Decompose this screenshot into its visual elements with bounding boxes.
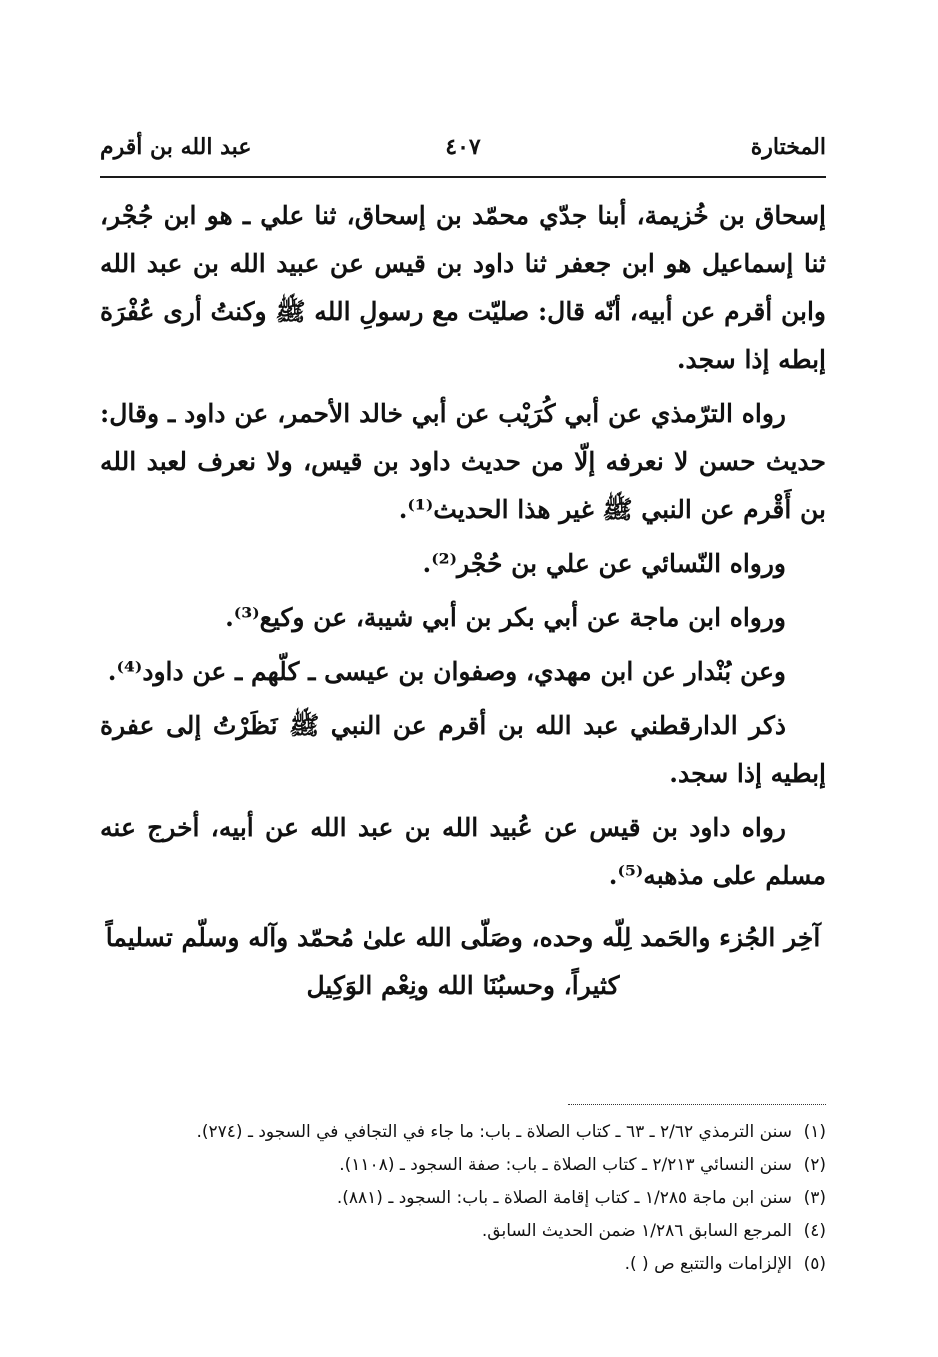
footnote-number: (٣) bbox=[803, 1188, 826, 1208]
footnote-item bbox=[100, 1182, 826, 1215]
paragraph-isnad: إسحاق بن خُزيمة، أبنا جدّي محمّد بن إسحاق، ثنا علي ـ هو ابن جُجْر، ثنا إسماعيل هو ابن جعفر ثنا داود بن قيس عن عبيد الله بن عبد الله وابن أقرم عن أبيه، أنّه قال: صليّت مع رسولِ الله ﷺ وكنتُ أرى عُفْرَة إبطه إذا سجد. bbox=[100, 201, 826, 374]
paragraph-dawud: رواه داود بن قيس عن عُبيد الله بن عبد الله عن أبيه، أخرج عنه مسلم على مذهبه⁽⁵⁾. bbox=[100, 813, 826, 890]
footnote-text: المرجع السابق ١/٢٨٦ ضمن الحديث السابق. bbox=[481, 1221, 792, 1241]
footnote-item bbox=[100, 1149, 826, 1182]
paragraph-ibn-majah: ورواه ابن ماجة عن أبي بكر بن أبي شيبة، عن وكيع⁽³⁾. bbox=[225, 603, 786, 632]
paragraph-tirmidhi: رواه الترّمذي عن أبي كُرَيْب عن أبي خالد الأحمر، عن داود ـ وقال: حديث حسن لا نعرفه إلّا من حديث داود بن قيس، ولا نعرف لعبد الله بن أَقْرم عن النبي ﷺ غير هذا الحديث⁽¹⁾. bbox=[100, 399, 826, 524]
footnote-number: (٤) bbox=[803, 1221, 826, 1241]
footnotes bbox=[100, 1116, 826, 1281]
footnote-divider bbox=[568, 1104, 826, 1105]
footnote-text: سنن ابن ماجة ١/٢٨٥ ـ كتاب إقامة الصلاة ـ باب: السجود ـ (٨٨١). bbox=[336, 1188, 792, 1208]
paragraph-bundar: وعن بُنْدار عن ابن مهدي، وصفوان بن عيسى ـ كلّهم ـ عن داود⁽⁴⁾. bbox=[107, 657, 786, 686]
footnote-number: (١) bbox=[803, 1122, 826, 1142]
section-title: عبد الله بن أقرم bbox=[100, 134, 252, 160]
main-text bbox=[100, 192, 826, 1016]
paragraph-nasai: ورواه النّسائي عن علي بن حُجْر⁽²⁾. bbox=[422, 549, 786, 578]
footnote-item bbox=[100, 1248, 826, 1281]
running-header bbox=[100, 126, 826, 174]
paragraph-daraqutni: ذكر الدارقطني عبد الله بن أقرم عن النبي ﷺ نَظَرْتُ إلى عفرة إبطيه إذا سجد. bbox=[100, 711, 826, 788]
footnote-text: سنن النسائي ٢/٢١٣ ـ كتاب الصلاة ـ باب: صفة السجود ـ (١١٠٨). bbox=[339, 1155, 792, 1175]
closing-colophon: آخِر الجُزء والحَمد لِلّه وحده، وصَلّى الله علىٰ مُحمّد وآله وسلّم تسليماً كثيراً، وحسبُنَا الله ونِعْم الوَكِيل bbox=[105, 923, 821, 1000]
footnote-number: (٢) bbox=[803, 1155, 826, 1175]
page-number: ٤٠٧ bbox=[445, 134, 481, 160]
footnote-text: الإلزامات والتتبع ص ( ). bbox=[624, 1254, 792, 1274]
header-divider bbox=[100, 176, 826, 178]
footnote-item bbox=[100, 1116, 826, 1149]
footnote-number: (٥) bbox=[803, 1254, 826, 1274]
book-title: المختارة bbox=[750, 134, 826, 160]
footnote-item bbox=[100, 1215, 826, 1248]
footnote-text: سنن الترمذي ٢/٦٢ ـ ٦٣ ـ كتاب الصلاة ـ باب: ما جاء في التجافي في السجود ـ (٢٧٤). bbox=[196, 1122, 792, 1142]
